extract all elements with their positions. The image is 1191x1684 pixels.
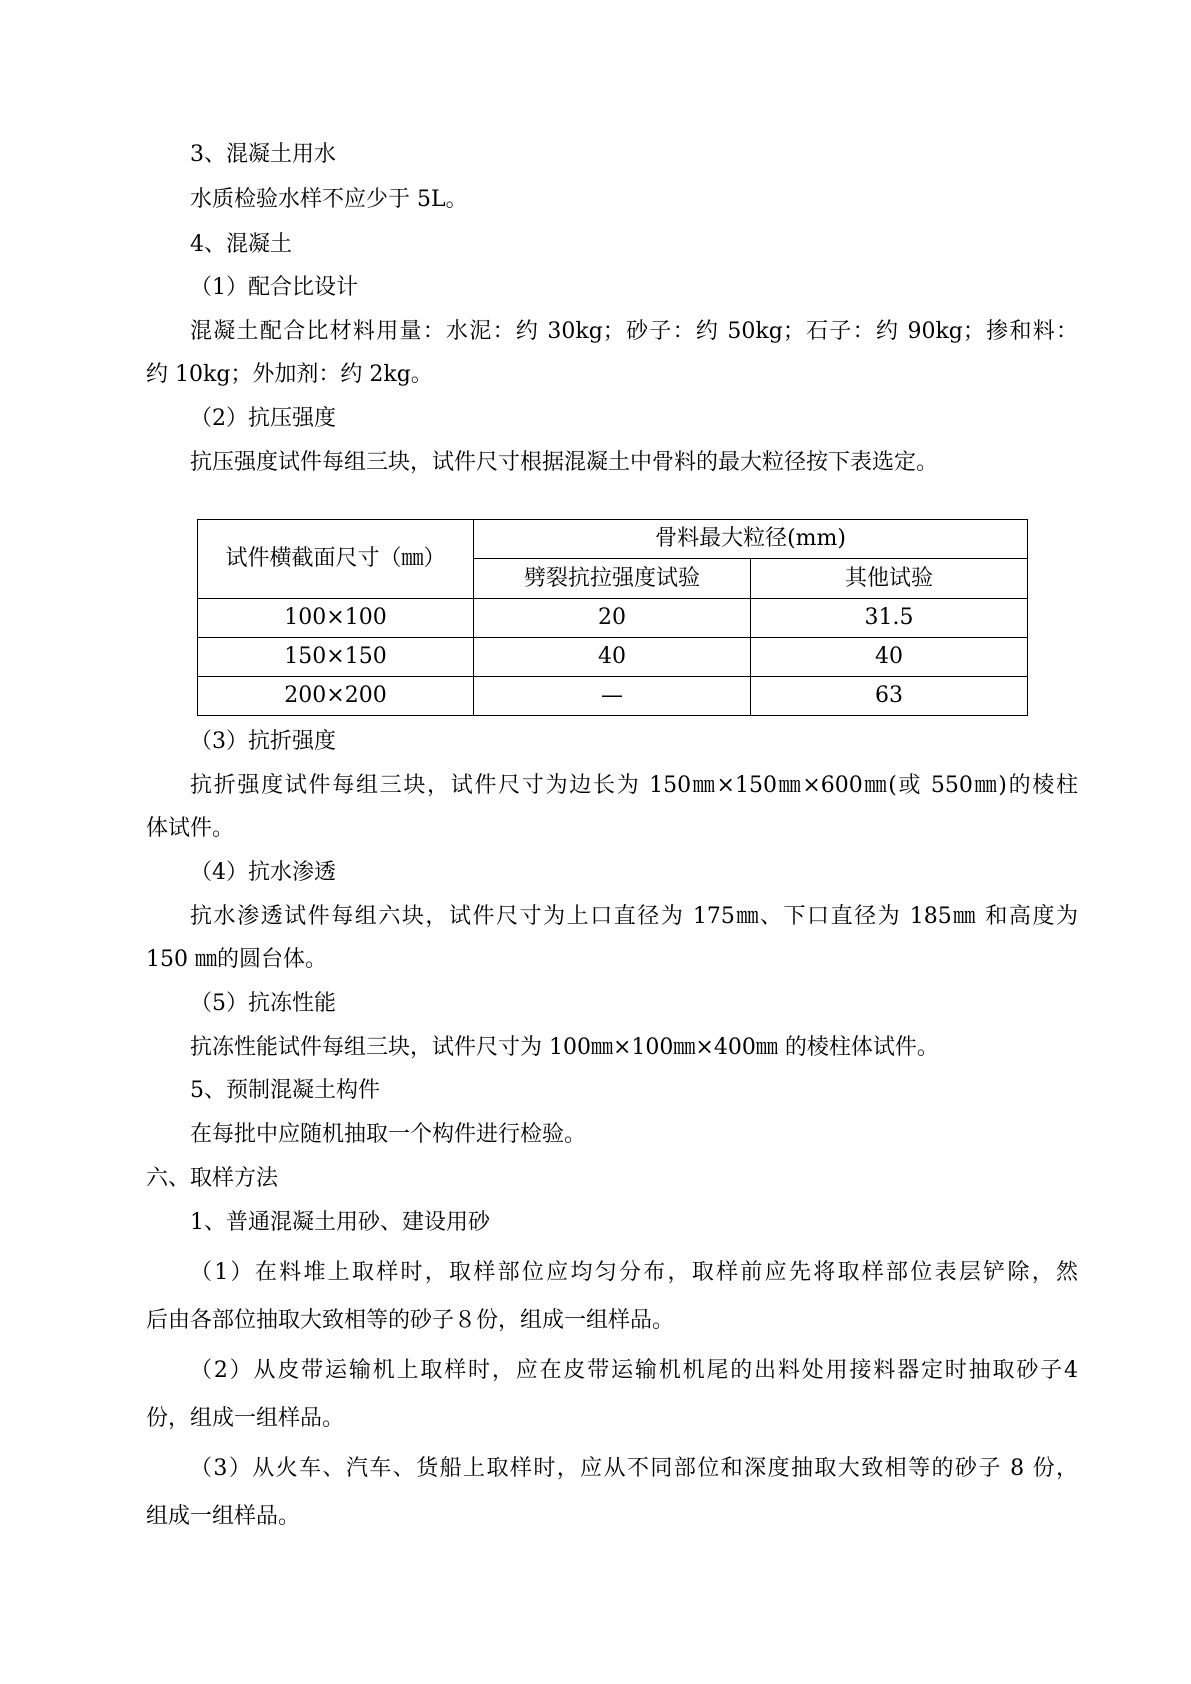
chapter-heading-sampling-methods: 六、取样方法 — [146, 1166, 279, 1191]
paragraph-flexural-line1: 抗折强度试件每组三块，试件尺寸为边长为 150㎜×150㎜×600㎜(或 550㎜)的棱柱 — [190, 773, 1078, 798]
paragraph-conveyor-line2: 份，组成一组样品。 — [146, 1406, 345, 1431]
table-cell: 100×100 — [198, 599, 474, 638]
section-heading-sand: 1、普通混凝土用砂、建设用砂 — [190, 1210, 490, 1235]
subheading-flexural-strength: （3）抗折强度 — [190, 729, 336, 754]
paragraph-permeability-line2: 150 ㎜的圆台体。 — [146, 947, 327, 972]
subheading-compressive-strength: （2）抗压强度 — [190, 406, 336, 431]
paragraph-water-sample: 水质检验水样不应少于 5L。 — [190, 187, 468, 212]
paragraph-transport-line1: （3）从火车、汽车、货船上取样时，应从不同部位和深度抽取大致相等的砂子 8 份， — [190, 1456, 1078, 1481]
paragraph-permeability-line1: 抗水渗透试件每组六块，试件尺寸为上口直径为 175㎜、下口直径为 185㎜ 和高度为 — [190, 904, 1078, 929]
paragraph-transport-line2: 组成一组样品。 — [146, 1504, 301, 1529]
subheading-mix-design: （1）配合比设计 — [190, 275, 358, 300]
paragraph-mix-materials-line1: 混凝土配合比材料用量：水泥：约 30kg；砂子：约 50kg；石子：约 90kg；掺和料： — [190, 319, 1078, 344]
paragraph-mix-materials-line2: 约 10kg；外加剂：约 2kg。 — [146, 362, 433, 387]
table-cell: 20 — [474, 599, 751, 638]
table-row — [198, 599, 1028, 638]
section-heading-precast: 5、预制混凝土构件 — [190, 1078, 380, 1103]
subheading-freeze-resistance: （5）抗冻性能 — [190, 991, 336, 1016]
table-cell: 40 — [474, 638, 751, 677]
table-header-aggregate-size: 骨料最大粒径(mm) — [474, 520, 1028, 559]
subheading-water-permeability: （4）抗水渗透 — [190, 860, 336, 885]
table-cell: 31.5 — [751, 599, 1028, 638]
table-header-cross-section: 试件横截面尺寸（㎜） — [198, 520, 474, 599]
paragraph-precast-sampling: 在每批中应随机抽取一个构件进行检验。 — [190, 1122, 587, 1147]
paragraph-flexural-line2: 体试件。 — [146, 816, 235, 841]
table-cell: 150×150 — [198, 638, 474, 677]
table-subheader-other-tests: 其他试验 — [751, 559, 1028, 599]
specimen-size-table — [197, 519, 1028, 716]
table-row — [198, 677, 1028, 716]
table-cell: 200×200 — [198, 677, 474, 716]
table-cell: 63 — [751, 677, 1028, 716]
table-cell: — — [474, 677, 751, 716]
paragraph-stockpile-line1: （1）在料堆上取样时，取样部位应均匀分布，取样前应先将取样部位表层铲除，然 — [190, 1260, 1078, 1285]
section-heading-concrete-water: 3、混凝土用水 — [190, 142, 336, 167]
paragraph-compressive-specimens: 抗压强度试件每组三块，试件尺寸根据混凝土中骨料的最大粒径按下表选定。 — [190, 450, 939, 475]
paragraph-freeze-specimens: 抗冻性能试件每组三块，试件尺寸为 100㎜×100㎜×400㎜ 的棱柱体试件。 — [190, 1035, 939, 1060]
paragraph-conveyor-line1: （2）从皮带运输机上取样时，应在皮带运输机机尾的出料处用接料器定时抽取砂子4 — [190, 1358, 1078, 1383]
section-heading-concrete: 4、混凝土 — [190, 232, 292, 257]
table-row — [198, 638, 1028, 677]
paragraph-stockpile-line2: 后由各部位抽取大致相等的砂子８份，组成一组样品。 — [146, 1308, 675, 1333]
table-cell: 40 — [751, 638, 1028, 677]
table-subheader-split-tensile: 劈裂抗拉强度试验 — [474, 559, 751, 599]
